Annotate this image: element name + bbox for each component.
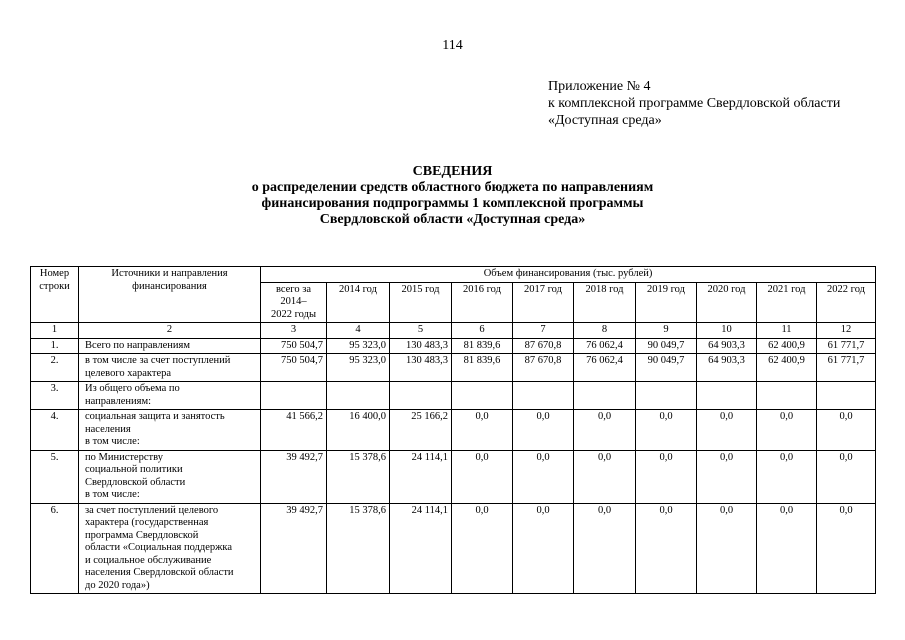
row-source-line: населения	[85, 423, 131, 435]
header-year: 2022 год	[817, 282, 876, 323]
row-source-line: характера (государственная	[85, 517, 209, 528]
row-number: 1.	[31, 338, 79, 354]
column-number: 11	[757, 323, 817, 339]
row-source-line: направлениям:	[85, 395, 152, 407]
row-source	[79, 338, 261, 354]
page-number: 114	[442, 38, 463, 53]
column-number: 2	[79, 323, 261, 339]
table-row	[31, 503, 876, 594]
row-value: 0,0	[452, 410, 513, 451]
header-total-line-1: всего за	[275, 283, 312, 295]
column-number: 7	[513, 323, 574, 339]
row-value	[452, 382, 513, 410]
header-row-number: Номер строки	[31, 267, 79, 323]
row-value: 95 323,0	[327, 354, 390, 382]
row-source-line: Всего по направлениям	[85, 339, 190, 351]
header-year: 2021 год	[757, 282, 817, 323]
row-value	[390, 382, 452, 410]
row-value: 95 323,0	[327, 338, 390, 354]
row-value: 0,0	[574, 503, 636, 594]
row-value	[327, 382, 390, 410]
row-value: 0,0	[636, 410, 697, 451]
row-value: 64 903,3	[697, 354, 757, 382]
row-source-line: целевого характера	[85, 367, 172, 379]
column-number-row	[31, 323, 876, 339]
row-value: 750 504,7	[261, 354, 327, 382]
row-value: 76 062,4	[574, 354, 636, 382]
row-value: 15 378,6	[327, 503, 390, 594]
row-value: 0,0	[513, 410, 574, 451]
header-total	[261, 282, 327, 323]
row-value: 0,0	[817, 450, 876, 503]
row-number: 2.	[31, 354, 79, 382]
heading-line-2: о распределении средств областного бюджета по направлениям	[251, 180, 654, 195]
row-source-line: Свердловской области	[85, 476, 186, 488]
heading-line-3: финансирования подпрограммы 1 комплексной программы	[261, 196, 644, 211]
row-value: 81 839,6	[452, 338, 513, 354]
column-number: 6	[452, 323, 513, 339]
row-value	[513, 382, 574, 410]
row-value: 0,0	[757, 450, 817, 503]
row-value: 0,0	[817, 503, 876, 594]
row-value: 0,0	[452, 503, 513, 594]
row-source-line: до 2020 года»)	[85, 579, 150, 591]
column-number: 10	[697, 323, 757, 339]
header-year: 2017 год	[513, 282, 574, 323]
row-source-line: по Министерству	[85, 451, 163, 463]
header-year: 2016 год	[452, 282, 513, 323]
table-row	[31, 450, 876, 503]
header-year: 2020 год	[697, 282, 757, 323]
row-value: 0,0	[697, 410, 757, 451]
row-value: 0,0	[513, 450, 574, 503]
row-source-line: программа Свердловской	[85, 529, 199, 541]
row-source	[79, 354, 261, 382]
row-value	[574, 382, 636, 410]
column-number: 3	[261, 323, 327, 339]
row-value: 41 566,2	[261, 410, 327, 451]
row-value: 0,0	[574, 450, 636, 503]
table-row	[31, 410, 876, 451]
column-number: 8	[574, 323, 636, 339]
row-value: 62 400,9	[757, 338, 817, 354]
row-value: 62 400,9	[757, 354, 817, 382]
row-number: 4.	[31, 410, 79, 451]
row-source-line: Из общего объема по	[85, 383, 180, 394]
row-value: 39 492,7	[261, 450, 327, 503]
row-value	[261, 382, 327, 410]
header-year: 2014 год	[327, 282, 390, 323]
financing-table	[30, 266, 876, 594]
column-number: 5	[390, 323, 452, 339]
row-value: 90 049,7	[636, 338, 697, 354]
row-source	[79, 503, 261, 594]
row-source-line: в том числе:	[85, 436, 140, 447]
row-value: 130 483,3	[390, 338, 452, 354]
row-value: 0,0	[636, 503, 697, 594]
row-value: 81 839,6	[452, 354, 513, 382]
row-value: 0,0	[513, 503, 574, 594]
row-value	[697, 382, 757, 410]
header-row-top	[31, 267, 876, 283]
row-value	[636, 382, 697, 410]
appendix-note	[548, 78, 840, 129]
row-value: 61 771,7	[817, 338, 876, 354]
appendix-line-1: Приложение № 4	[548, 79, 651, 94]
table-row	[31, 382, 876, 410]
row-number: 6.	[31, 503, 79, 594]
row-number: 3.	[31, 382, 79, 410]
row-source	[79, 410, 261, 451]
heading-line-4: Свердловской области «Доступная среда»	[319, 212, 586, 227]
row-value: 87 670,8	[513, 354, 574, 382]
row-value: 64 903,3	[697, 338, 757, 354]
column-number: 4	[327, 323, 390, 339]
row-value: 0,0	[757, 503, 817, 594]
row-value	[817, 382, 876, 410]
row-source-line: социальная защита и занятость	[85, 411, 225, 422]
header-year: 2018 год	[574, 282, 636, 323]
header-source: Источники и направления финансирования	[79, 267, 261, 323]
row-value	[757, 382, 817, 410]
row-source-line: области «Социальная поддержка	[85, 542, 232, 553]
header-total-line-2: 2014–	[280, 296, 307, 307]
heading-line-1: СВЕДЕНИЯ	[412, 164, 493, 179]
row-value: 90 049,7	[636, 354, 697, 382]
column-number: 1	[31, 323, 79, 339]
row-value: 750 504,7	[261, 338, 327, 354]
row-value: 0,0	[697, 450, 757, 503]
row-value: 0,0	[757, 410, 817, 451]
row-value: 0,0	[574, 410, 636, 451]
table-row	[31, 354, 876, 382]
row-source-line: за счет поступлений целевого	[85, 504, 219, 516]
header-year: 2015 год	[390, 282, 452, 323]
row-source-line: в том числе за счет поступлений	[85, 355, 231, 366]
table-row	[31, 338, 876, 354]
row-value: 25 166,2	[390, 410, 452, 451]
row-value: 24 114,1	[390, 450, 452, 503]
header-total-line-3: 2022 годы	[270, 308, 316, 320]
row-value: 87 670,8	[513, 338, 574, 354]
row-value: 39 492,7	[261, 503, 327, 594]
row-source-line: населения Свердловской области	[85, 567, 234, 578]
column-number: 9	[636, 323, 697, 339]
row-value: 61 771,7	[817, 354, 876, 382]
column-number: 12	[817, 323, 876, 339]
row-value: 15 378,6	[327, 450, 390, 503]
row-source-line: социальной политики	[85, 464, 183, 475]
appendix-line-2: к комплексной программе Свердловской области	[548, 96, 841, 111]
row-value: 0,0	[697, 503, 757, 594]
row-source-line: и социальное обслуживание	[85, 554, 212, 566]
header-year: 2019 год	[636, 282, 697, 323]
row-value: 0,0	[452, 450, 513, 503]
row-source	[79, 382, 261, 410]
row-value: 0,0	[817, 410, 876, 451]
row-source	[79, 450, 261, 503]
header-volume: Объем финансирования (тыс. рублей)	[261, 267, 876, 283]
row-value: 130 483,3	[390, 354, 452, 382]
appendix-line-3: «Доступная среда»	[548, 113, 662, 128]
row-number: 5.	[31, 450, 79, 503]
row-value: 76 062,4	[574, 338, 636, 354]
document-heading	[0, 164, 905, 228]
row-value: 24 114,1	[390, 503, 452, 594]
row-value: 0,0	[636, 450, 697, 503]
row-source-line: в том числе:	[85, 489, 140, 500]
row-value: 16 400,0	[327, 410, 390, 451]
